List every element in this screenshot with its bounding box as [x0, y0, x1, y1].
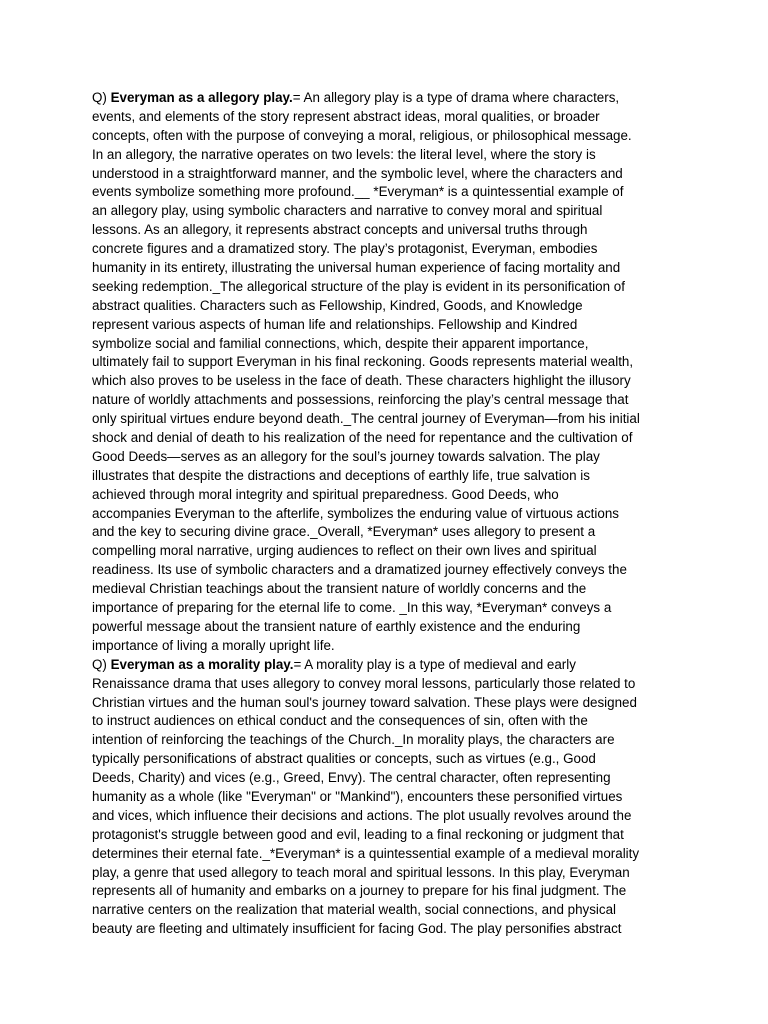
paragraph-line: Good Deeds—serves as an allegory for the soul’s journey towards salvation. The play — [92, 448, 600, 464]
document-body — [92, 89, 682, 939]
line-text: = An allegory play is a type of drama where characters, — [292, 90, 620, 105]
paragraph-line: humanity as a whole (like "Everyman" or "Mankind"), encounters these personified virtues — [92, 788, 623, 804]
paragraph-line: compelling moral narrative, urging audiences to reflect on their own lives and spiritual — [92, 543, 597, 559]
paragraph-line: Deeds, Charity) and vices (e.g., Greed, Envy). The central character, often representing — [92, 770, 611, 786]
paragraph-line: medieval Christian teachings about the transient nature of worldly concerns and the — [92, 581, 587, 597]
question-prefix: Q) — [92, 656, 111, 672]
paragraph-line: events, and elements of the story represent abstract ideas, moral qualities, or broader — [92, 108, 600, 124]
paragraph-line: illustrates that despite the distractions and deceptions of earthly life, true salvation is — [92, 467, 590, 483]
paragraph-line: and the key to securing divine grace._Overall, *Everyman* uses allegory to present a — [92, 524, 596, 540]
paragraph-line: concrete figures and a dramatized story. The play’s protagonist, Everyman, embodies — [92, 241, 598, 257]
paragraph-line: concepts, often with the purpose of conveying a moral, religious, or philosophical message. — [92, 127, 632, 143]
paragraph-line: protagonist's struggle between good and evil, leading to a final reckoning or judgment that — [92, 826, 624, 842]
paragraph-line: shock and denial of death to his realization of the need for repentance and the cultivation of — [92, 430, 633, 446]
paragraph-line: symbolize social and familial connections, which, despite their apparent importance, — [92, 335, 589, 351]
paragraph-line: readiness. Its use of symbolic characters and a dramatized journey effectively conveys the — [92, 562, 627, 578]
paragraph-line: accompanies Everyman to the afterlife, symbolizes the enduring value of virtuous actions — [92, 505, 619, 521]
paragraph-line: typically personifications of abstract qualities or concepts, such as virtues (e.g., Good — [92, 751, 596, 767]
paragraph-line: play, a genre that used allegory to teach moral and spiritual lessons. In this play, Everyman — [92, 864, 630, 880]
section-heading-line — [92, 656, 682, 675]
paragraph-line: represents all of humanity and embarks on a journey to prepare for his final judgment. The — [92, 883, 627, 899]
paragraph-line: narrative centers on the realization that material wealth, social connections, and physical — [92, 902, 617, 918]
section-title: Everyman as a allegory play. — [110, 90, 293, 105]
paragraph-line: and vices, which influence their decisions and actions. The plot usually revolves around the — [92, 807, 632, 823]
paragraph-line: ultimately fail to support Everyman in his final reckoning. Goods represents material wealth, — [92, 354, 634, 370]
paragraph-line: represent various aspects of human life and relationships. Fellowship and Kindred — [92, 316, 578, 332]
paragraph-line: only spiritual virtues endure beyond death._The central journey of Everyman—from his initial — [92, 411, 640, 427]
paragraph-line: lessons. As an allegory, it represents abstract concepts and universal truths through — [92, 222, 588, 238]
paragraph-line: Christian virtues and the human soul's journey toward salvation. These plays were designed — [92, 694, 637, 710]
section-title: Everyman as a morality play. — [110, 656, 294, 672]
paragraph-line: achieved through moral integrity and spiritual preparedness. Good Deeds, who — [92, 486, 559, 502]
paragraph-line: events symbolize something more profound.__ *Everyman* is a quintessential example of — [92, 184, 624, 200]
paragraph-line: an allegory play, using symbolic characters and narrative to convey moral and spiritual — [92, 203, 603, 219]
paragraph-line: importance of preparing for the eternal life to come. _In this way, *Everyman* conveys a — [92, 600, 612, 616]
paragraph-line: powerful message about the transient nature of earthly existence and the enduring — [92, 618, 581, 634]
paragraph-line: humanity in its entirety, illustrating the universal human experience of facing mortality and — [92, 260, 621, 276]
paragraph-line: Renaissance drama that uses allegory to convey moral lessons, particularly those related to — [92, 675, 636, 691]
question-prefix: Q) — [92, 90, 111, 105]
paragraph-line: importance of living a morally upright life. — [92, 637, 335, 653]
paragraph-line: to instruct audiences on ethical conduct and the consequences of sin, often with the — [92, 713, 588, 729]
paragraph-line: understood in a straightforward manner, and the symbolic level, where the characters and — [92, 165, 623, 181]
paragraph-line: beauty are fleeting and ultimately insufficient for facing God. The play personifies abstract — [92, 921, 622, 937]
paragraph-line: seeking redemption._The allegorical structure of the play is evident in its personification of — [92, 278, 625, 294]
paragraph-line: determines their eternal fate._*Everyman* is a quintessential example of a medieval morality — [92, 845, 640, 861]
paragraph-line: nature of worldly attachments and possessions, reinforcing the play’s central message that — [92, 392, 629, 408]
paragraph-line: In an allegory, the narrative operates on two levels: the literal level, where the story is — [92, 146, 596, 162]
line-text: = A morality play is a type of medieval and early — [293, 656, 576, 672]
paragraph-line: which also proves to be useless in the face of death. These characters highlight the illusory — [92, 373, 631, 389]
paragraph-line: abstract qualities. Characters such as Fellowship, Kindred, Goods, and Knowledge — [92, 297, 583, 313]
paragraph-line: intention of reinforcing the teachings of the Church._In morality plays, the characters are — [92, 732, 615, 748]
section-heading-line — [92, 89, 682, 108]
